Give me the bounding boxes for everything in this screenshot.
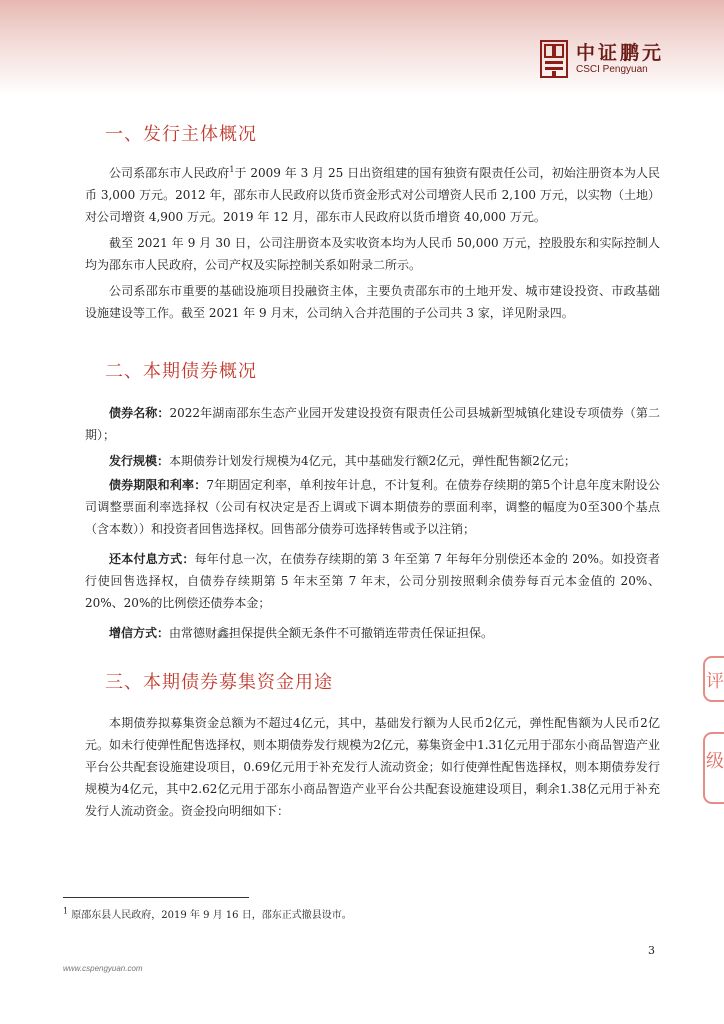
- footnote-divider: [63, 897, 249, 898]
- bond-item-label: 增信方式：: [109, 626, 170, 640]
- footnote: [63, 906, 352, 921]
- bond-item: 还本付息方式：每年付息一次，在债券存续期的第 3 年至第 7 年每年分别偿还本金的 20%。如投资者行使回售选择权，自债券存续期第 5 年末至第 7 年末，公司分别按照剩余债券每百元本金值的 20%、20%、20%的比例偿还债券本金；: [85, 552, 660, 610]
- bond-item: 债券名称：2022年湖南邵东生态产业园开发建设投资有限责任公司县城新型城镇化建设专项债券（第二期）；: [85, 406, 660, 442]
- rating-stamp-icon: [700, 655, 724, 805]
- stamp-char: 评: [706, 671, 724, 692]
- website-link[interactable]: www.cspengyuan.com: [63, 964, 143, 973]
- section-title-bond: 二、本期债券概况: [105, 361, 257, 382]
- bond-item-label: 还本付息方式：: [109, 552, 195, 566]
- paragraph: 公司系邵东市人民政府$^1$于 2009 年 3 月 25 日出资组建的国有独资有限责任公司，初始注册资本为人民币 3,000 万元。2012 年，邵东市人民政府以货币资金形式对公司增资人民币 2,100 万元，以实物（土地）对公司增资 4,900 万元。2019 年 12 月，邵东市人民政府以货币增资 40,000 万元。: [85, 165, 660, 224]
- stamp-char: 级: [706, 751, 724, 772]
- pengyuan-logo-icon: [540, 40, 568, 78]
- bond-item-label: 发行规模：: [109, 454, 170, 468]
- section-title-proceeds: 三、本期债券募集资金用途: [105, 672, 333, 693]
- brand-name-cn: 中证鹏元: [576, 42, 665, 64]
- bond-item-label: 债券名称：: [109, 406, 170, 420]
- footnote-marker: 1: [63, 906, 69, 916]
- page-number: 3: [648, 944, 655, 957]
- brand-logo: [540, 40, 664, 78]
- paragraph: 截至 2021 年 9 月 30 日，公司注册资本及实收资本均为人民币 50,000 万元，控股股东和实际控制人均为邵东市人民政府，公司产权及实际控制关系如附录二所示。: [85, 236, 660, 272]
- footnote-text: 原邵东县人民政府，2019 年 9 月 16 日，邵东正式撤县设市。: [71, 910, 352, 921]
- bond-item: 发行规模：本期债券计划发行规模为4亿元，其中基础发行额2亿元，弹性配售额2亿元；: [109, 454, 576, 468]
- paragraph: 本期债券拟募集资金总额为不超过4亿元，其中，基础发行额为人民币2亿元，弹性配售额为人民币2亿元。如未行使弹性配售选择权，则本期债券发行规模为2亿元，募集资金中1.31亿元用于邵东小商品智造产业平台公共配套设施建设项目，0.69亿元用于补充发行人流动资金；如行使弹性配售选择权，则本期债券发行规模为4亿元，其中2.62亿元用于邵东小商品智造产业平台公共配套设施建设项目，剩余1.38亿元用于补充发行人流动资金。资金投向明细如下：: [85, 716, 660, 818]
- bond-item: 增信方式：由常德财鑫担保提供全额无条件不可撤销连带责任保证担保。: [109, 626, 494, 640]
- footnote-ref[interactable]: 1: [229, 165, 235, 174]
- bond-item-label: 债券期限和利率：: [109, 478, 207, 492]
- bond-item: 债券期限和利率：7年期固定利率，单利按年计息，不计复利。在债券存续期的第5个计息年度末附设公司调整票面利率选择权（公司有权决定是否上调或下调本期债券的票面利率，调整的幅度为0至300个基点（含本数））和投资者回售选择权。回售部分债券可选择转售或予以注销；: [85, 478, 660, 536]
- paragraph: 公司系邵东市重要的基础设施项目投融资主体，主要负责邵东市的土地开发、城市建设投资、市政基础设施建设等工作。截至 2021 年 9 月末，公司纳入合并范围的子公司共 3 家，详见附录四。: [85, 284, 660, 320]
- brand-name-en: CSCI Pengyuan: [576, 64, 648, 75]
- section-title-issuer: 一、发行主体概况: [105, 124, 257, 145]
